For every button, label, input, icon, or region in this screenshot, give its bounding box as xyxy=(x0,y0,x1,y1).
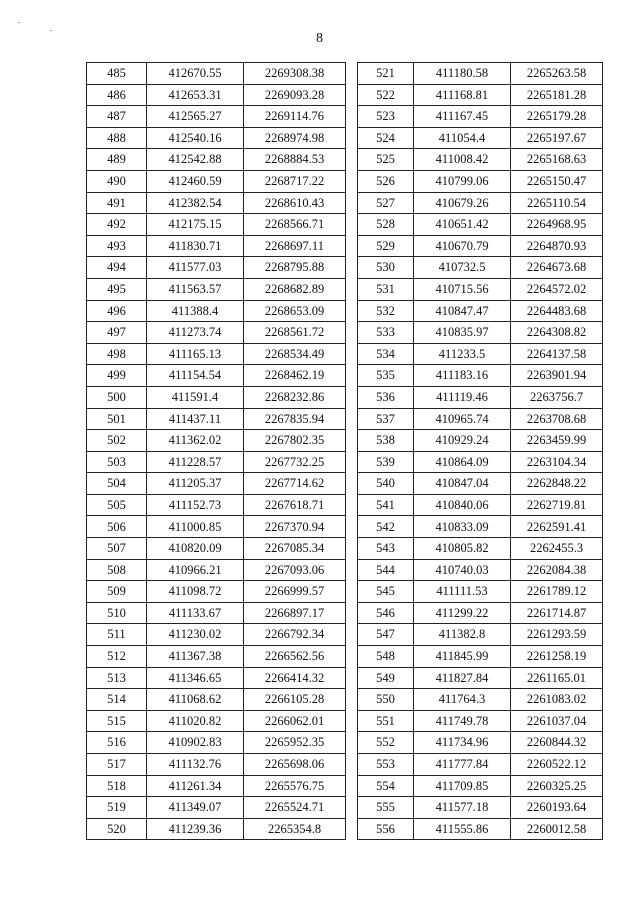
x-coordinate-cell: 410799.06 xyxy=(414,170,511,192)
x-coordinate-cell: 410902.83 xyxy=(147,732,244,754)
table-row xyxy=(87,278,346,300)
x-coordinate-cell: 412542.88 xyxy=(147,149,244,171)
point-number-cell: 525 xyxy=(358,149,414,171)
x-coordinate-cell: 411367.38 xyxy=(147,646,244,668)
y-coordinate-cell: 2266792.34 xyxy=(244,624,346,646)
x-coordinate-cell: 410715.56 xyxy=(414,278,511,300)
x-coordinate-cell: 411827.84 xyxy=(414,667,511,689)
x-coordinate-cell: 411362.02 xyxy=(147,430,244,452)
x-coordinate-cell: 411830.71 xyxy=(147,235,244,257)
x-coordinate-cell: 411233.5 xyxy=(414,343,511,365)
table-row xyxy=(87,516,346,538)
x-coordinate-cell: 410929.24 xyxy=(414,430,511,452)
x-coordinate-cell: 410732.5 xyxy=(414,257,511,279)
y-coordinate-cell: 2267093.06 xyxy=(244,559,346,581)
y-coordinate-cell: 2265698.06 xyxy=(244,754,346,776)
table-row xyxy=(358,473,603,495)
x-coordinate-cell: 410847.47 xyxy=(414,300,511,322)
x-coordinate-cell: 411180.58 xyxy=(414,63,511,85)
x-coordinate-cell: 410679.26 xyxy=(414,192,511,214)
y-coordinate-cell: 2268232.86 xyxy=(244,386,346,408)
point-number-cell: 508 xyxy=(87,559,147,581)
y-coordinate-cell: 2261258.19 xyxy=(511,646,603,668)
table-row xyxy=(358,386,603,408)
y-coordinate-cell: 2268795.88 xyxy=(244,257,346,279)
table-row xyxy=(87,343,346,365)
x-coordinate-cell: 411167.45 xyxy=(414,106,511,128)
y-coordinate-cell: 2263901.94 xyxy=(511,365,603,387)
y-coordinate-cell: 2267835.94 xyxy=(244,408,346,430)
point-number-cell: 541 xyxy=(358,494,414,516)
table-row xyxy=(87,386,346,408)
y-coordinate-cell: 2269308.38 xyxy=(244,63,346,85)
point-number-cell: 535 xyxy=(358,365,414,387)
x-coordinate-cell: 410864.09 xyxy=(414,451,511,473)
point-number-cell: 522 xyxy=(358,84,414,106)
x-coordinate-cell: 411020.82 xyxy=(147,710,244,732)
table-row xyxy=(87,602,346,624)
y-coordinate-cell: 2268697.11 xyxy=(244,235,346,257)
point-number-cell: 529 xyxy=(358,235,414,257)
table-row xyxy=(87,63,346,85)
point-number-cell: 500 xyxy=(87,386,147,408)
point-number-cell: 509 xyxy=(87,581,147,603)
point-number-cell: 553 xyxy=(358,754,414,776)
y-coordinate-cell: 2262848.22 xyxy=(511,473,603,495)
point-number-cell: 530 xyxy=(358,257,414,279)
y-coordinate-cell: 2261714.87 xyxy=(511,602,603,624)
point-number-cell: 488 xyxy=(87,127,147,149)
table-row xyxy=(87,818,346,840)
table-row xyxy=(358,602,603,624)
point-number-cell: 510 xyxy=(87,602,147,624)
x-coordinate-cell: 411734.96 xyxy=(414,732,511,754)
y-coordinate-cell: 2263104.34 xyxy=(511,451,603,473)
x-coordinate-cell: 411239.36 xyxy=(147,818,244,840)
point-number-cell: 555 xyxy=(358,797,414,819)
point-number-cell: 519 xyxy=(87,797,147,819)
x-coordinate-cell: 411764.3 xyxy=(414,689,511,711)
point-number-cell: 537 xyxy=(358,408,414,430)
point-number-cell: 527 xyxy=(358,192,414,214)
table-row xyxy=(358,732,603,754)
x-coordinate-cell: 410966.21 xyxy=(147,559,244,581)
point-number-cell: 546 xyxy=(358,602,414,624)
x-coordinate-cell: 410840.06 xyxy=(414,494,511,516)
y-coordinate-cell: 2269114.76 xyxy=(244,106,346,128)
x-coordinate-cell: 411349.07 xyxy=(147,797,244,819)
x-coordinate-cell: 410833.09 xyxy=(414,516,511,538)
y-coordinate-cell: 2262719.81 xyxy=(511,494,603,516)
table-row xyxy=(87,473,346,495)
y-coordinate-cell: 2268974.98 xyxy=(244,127,346,149)
y-coordinate-cell: 2262591.41 xyxy=(511,516,603,538)
point-number-cell: 504 xyxy=(87,473,147,495)
coordinates-table-left xyxy=(86,62,346,840)
table-row xyxy=(87,106,346,128)
x-coordinate-cell: 411054.4 xyxy=(414,127,511,149)
table-body xyxy=(87,63,346,840)
x-coordinate-cell: 411228.57 xyxy=(147,451,244,473)
point-number-cell: 549 xyxy=(358,667,414,689)
x-coordinate-cell: 411132.76 xyxy=(147,754,244,776)
x-coordinate-cell: 411230.02 xyxy=(147,624,244,646)
y-coordinate-cell: 2267732.25 xyxy=(244,451,346,473)
point-number-cell: 514 xyxy=(87,689,147,711)
table-row xyxy=(358,559,603,581)
point-number-cell: 503 xyxy=(87,451,147,473)
table-row xyxy=(87,322,346,344)
point-number-cell: 545 xyxy=(358,581,414,603)
point-number-cell: 540 xyxy=(358,473,414,495)
y-coordinate-cell: 2268884.53 xyxy=(244,149,346,171)
point-number-cell: 493 xyxy=(87,235,147,257)
x-coordinate-cell: 411299.22 xyxy=(414,602,511,624)
table-row xyxy=(358,581,603,603)
table-body xyxy=(358,63,603,840)
x-coordinate-cell: 410740.03 xyxy=(414,559,511,581)
scan-artifact xyxy=(50,30,52,31)
point-number-cell: 551 xyxy=(358,710,414,732)
scan-artifact xyxy=(18,22,20,23)
x-coordinate-cell: 412653.31 xyxy=(147,84,244,106)
x-coordinate-cell: 411709.85 xyxy=(414,775,511,797)
table-row xyxy=(358,646,603,668)
x-coordinate-cell: 412670.55 xyxy=(147,63,244,85)
point-number-cell: 544 xyxy=(358,559,414,581)
point-number-cell: 550 xyxy=(358,689,414,711)
y-coordinate-cell: 2266105.28 xyxy=(244,689,346,711)
y-coordinate-cell: 2264572.02 xyxy=(511,278,603,300)
x-coordinate-cell: 411111.53 xyxy=(414,581,511,603)
y-coordinate-cell: 2266414.32 xyxy=(244,667,346,689)
y-coordinate-cell: 2267618.71 xyxy=(244,494,346,516)
x-coordinate-cell: 412175.15 xyxy=(147,214,244,236)
table-row xyxy=(87,689,346,711)
x-coordinate-cell: 411388.4 xyxy=(147,300,244,322)
x-coordinate-cell: 411152.73 xyxy=(147,494,244,516)
point-number-cell: 497 xyxy=(87,322,147,344)
table-row xyxy=(358,667,603,689)
point-number-cell: 548 xyxy=(358,646,414,668)
x-coordinate-cell: 411777.84 xyxy=(414,754,511,776)
table-row xyxy=(87,235,346,257)
x-coordinate-cell: 412540.16 xyxy=(147,127,244,149)
x-coordinate-cell: 411437.11 xyxy=(147,408,244,430)
table-row xyxy=(87,710,346,732)
table-row xyxy=(87,754,346,776)
point-number-cell: 547 xyxy=(358,624,414,646)
x-coordinate-cell: 411555.86 xyxy=(414,818,511,840)
y-coordinate-cell: 2265524.71 xyxy=(244,797,346,819)
table-row xyxy=(358,214,603,236)
y-coordinate-cell: 2264968.95 xyxy=(511,214,603,236)
point-number-cell: 516 xyxy=(87,732,147,754)
x-coordinate-cell: 411068.62 xyxy=(147,689,244,711)
x-coordinate-cell: 411577.03 xyxy=(147,257,244,279)
y-coordinate-cell: 2263708.68 xyxy=(511,408,603,430)
point-number-cell: 520 xyxy=(87,818,147,840)
table-row xyxy=(87,667,346,689)
y-coordinate-cell: 2265168.63 xyxy=(511,149,603,171)
point-number-cell: 505 xyxy=(87,494,147,516)
table-row xyxy=(358,343,603,365)
table-row xyxy=(358,689,603,711)
point-number-cell: 486 xyxy=(87,84,147,106)
table-row xyxy=(358,408,603,430)
table-row xyxy=(87,84,346,106)
x-coordinate-cell: 411382.8 xyxy=(414,624,511,646)
point-number-cell: 491 xyxy=(87,192,147,214)
y-coordinate-cell: 2266999.57 xyxy=(244,581,346,603)
point-number-cell: 539 xyxy=(358,451,414,473)
y-coordinate-cell: 2265952.35 xyxy=(244,732,346,754)
y-coordinate-cell: 2268534.49 xyxy=(244,343,346,365)
table-row xyxy=(87,797,346,819)
y-coordinate-cell: 2268682.89 xyxy=(244,278,346,300)
y-coordinate-cell: 2260012.58 xyxy=(511,818,603,840)
table-row xyxy=(358,84,603,106)
point-number-cell: 515 xyxy=(87,710,147,732)
point-number-cell: 487 xyxy=(87,106,147,128)
x-coordinate-cell: 410847.04 xyxy=(414,473,511,495)
x-coordinate-cell: 411119.46 xyxy=(414,386,511,408)
x-coordinate-cell: 411165.13 xyxy=(147,343,244,365)
point-number-cell: 494 xyxy=(87,257,147,279)
x-coordinate-cell: 411183.16 xyxy=(414,365,511,387)
y-coordinate-cell: 2260325.25 xyxy=(511,775,603,797)
point-number-cell: 485 xyxy=(87,63,147,85)
y-coordinate-cell: 2264483.68 xyxy=(511,300,603,322)
point-number-cell: 524 xyxy=(358,127,414,149)
y-coordinate-cell: 2264673.68 xyxy=(511,257,603,279)
table-row xyxy=(358,516,603,538)
table-row xyxy=(87,494,346,516)
table-row xyxy=(87,192,346,214)
point-number-cell: 556 xyxy=(358,818,414,840)
point-number-cell: 513 xyxy=(87,667,147,689)
page-number: 8 xyxy=(316,31,323,46)
y-coordinate-cell: 2260522.12 xyxy=(511,754,603,776)
point-number-cell: 496 xyxy=(87,300,147,322)
point-number-cell: 531 xyxy=(358,278,414,300)
x-coordinate-cell: 412382.54 xyxy=(147,192,244,214)
point-number-cell: 498 xyxy=(87,343,147,365)
x-coordinate-cell: 411168.81 xyxy=(414,84,511,106)
table-row xyxy=(87,430,346,452)
point-number-cell: 526 xyxy=(358,170,414,192)
x-coordinate-cell: 410835.97 xyxy=(414,322,511,344)
y-coordinate-cell: 2266562.56 xyxy=(244,646,346,668)
x-coordinate-cell: 411845.99 xyxy=(414,646,511,668)
x-coordinate-cell: 411749.78 xyxy=(414,710,511,732)
point-number-cell: 502 xyxy=(87,430,147,452)
x-coordinate-cell: 411154.54 xyxy=(147,365,244,387)
y-coordinate-cell: 2266897.17 xyxy=(244,602,346,624)
y-coordinate-cell: 2268610.43 xyxy=(244,192,346,214)
x-coordinate-cell: 411008.42 xyxy=(414,149,511,171)
y-coordinate-cell: 2261293.59 xyxy=(511,624,603,646)
x-coordinate-cell: 411273.74 xyxy=(147,322,244,344)
table-row xyxy=(87,559,346,581)
y-coordinate-cell: 2261037.04 xyxy=(511,710,603,732)
table-row xyxy=(87,646,346,668)
table-row xyxy=(358,775,603,797)
y-coordinate-cell: 2268462.19 xyxy=(244,365,346,387)
table-row xyxy=(358,430,603,452)
x-coordinate-cell: 411591.4 xyxy=(147,386,244,408)
y-coordinate-cell: 2262455.3 xyxy=(511,538,603,560)
x-coordinate-cell: 411098.72 xyxy=(147,581,244,603)
table-row xyxy=(87,127,346,149)
y-coordinate-cell: 2264870.93 xyxy=(511,235,603,257)
point-number-cell: 492 xyxy=(87,214,147,236)
table-row xyxy=(87,775,346,797)
x-coordinate-cell: 411000.85 xyxy=(147,516,244,538)
point-number-cell: 538 xyxy=(358,430,414,452)
x-coordinate-cell: 410805.82 xyxy=(414,538,511,560)
y-coordinate-cell: 2265354.8 xyxy=(244,818,346,840)
table-row xyxy=(358,192,603,214)
point-number-cell: 506 xyxy=(87,516,147,538)
table-row xyxy=(87,214,346,236)
y-coordinate-cell: 2268653.09 xyxy=(244,300,346,322)
table-row xyxy=(358,235,603,257)
table-row xyxy=(358,797,603,819)
y-coordinate-cell: 2265263.58 xyxy=(511,63,603,85)
y-coordinate-cell: 2265576.75 xyxy=(244,775,346,797)
table-row xyxy=(87,257,346,279)
coordinates-table-right xyxy=(357,62,603,840)
table-row xyxy=(358,106,603,128)
x-coordinate-cell: 410651.42 xyxy=(414,214,511,236)
x-coordinate-cell: 410670.79 xyxy=(414,235,511,257)
y-coordinate-cell: 2268717.22 xyxy=(244,170,346,192)
point-number-cell: 523 xyxy=(358,106,414,128)
y-coordinate-cell: 2265181.28 xyxy=(511,84,603,106)
y-coordinate-cell: 2265197.67 xyxy=(511,127,603,149)
y-coordinate-cell: 2260844.32 xyxy=(511,732,603,754)
table-row xyxy=(358,127,603,149)
x-coordinate-cell: 412565.27 xyxy=(147,106,244,128)
table-row xyxy=(358,624,603,646)
table-row xyxy=(87,451,346,473)
y-coordinate-cell: 2260193.64 xyxy=(511,797,603,819)
y-coordinate-cell: 2268566.71 xyxy=(244,214,346,236)
y-coordinate-cell: 2267802.35 xyxy=(244,430,346,452)
point-number-cell: 543 xyxy=(358,538,414,560)
table-row xyxy=(87,581,346,603)
x-coordinate-cell: 411577.18 xyxy=(414,797,511,819)
point-number-cell: 499 xyxy=(87,365,147,387)
table-row xyxy=(358,365,603,387)
y-coordinate-cell: 2264137.58 xyxy=(511,343,603,365)
x-coordinate-cell: 411261.34 xyxy=(147,775,244,797)
point-number-cell: 528 xyxy=(358,214,414,236)
point-number-cell: 554 xyxy=(358,775,414,797)
table-row xyxy=(358,754,603,776)
table-row xyxy=(87,538,346,560)
y-coordinate-cell: 2263756.7 xyxy=(511,386,603,408)
y-coordinate-cell: 2267370.94 xyxy=(244,516,346,538)
point-number-cell: 533 xyxy=(358,322,414,344)
y-coordinate-cell: 2265110.54 xyxy=(511,192,603,214)
point-number-cell: 489 xyxy=(87,149,147,171)
point-number-cell: 512 xyxy=(87,646,147,668)
point-number-cell: 552 xyxy=(358,732,414,754)
y-coordinate-cell: 2265179.28 xyxy=(511,106,603,128)
table-row xyxy=(358,818,603,840)
point-number-cell: 518 xyxy=(87,775,147,797)
table-row xyxy=(87,149,346,171)
x-coordinate-cell: 410820.09 xyxy=(147,538,244,560)
y-coordinate-cell: 2268561.72 xyxy=(244,322,346,344)
table-row xyxy=(358,170,603,192)
y-coordinate-cell: 2267085.34 xyxy=(244,538,346,560)
point-number-cell: 532 xyxy=(358,300,414,322)
x-coordinate-cell: 411133.67 xyxy=(147,602,244,624)
point-number-cell: 501 xyxy=(87,408,147,430)
y-coordinate-cell: 2265150.47 xyxy=(511,170,603,192)
point-number-cell: 511 xyxy=(87,624,147,646)
table-row xyxy=(358,322,603,344)
x-coordinate-cell: 411563.57 xyxy=(147,278,244,300)
table-row xyxy=(358,257,603,279)
table-row xyxy=(87,170,346,192)
y-coordinate-cell: 2263459.99 xyxy=(511,430,603,452)
table-row xyxy=(87,365,346,387)
table-row xyxy=(358,538,603,560)
point-number-cell: 495 xyxy=(87,278,147,300)
table-row xyxy=(358,710,603,732)
y-coordinate-cell: 2267714.62 xyxy=(244,473,346,495)
point-number-cell: 542 xyxy=(358,516,414,538)
point-number-cell: 490 xyxy=(87,170,147,192)
x-coordinate-cell: 412460.59 xyxy=(147,170,244,192)
point-number-cell: 534 xyxy=(358,343,414,365)
table-row xyxy=(358,300,603,322)
point-number-cell: 517 xyxy=(87,754,147,776)
table-row xyxy=(87,624,346,646)
point-number-cell: 521 xyxy=(358,63,414,85)
x-coordinate-cell: 411346.65 xyxy=(147,667,244,689)
table-row xyxy=(358,63,603,85)
table-row xyxy=(87,732,346,754)
x-coordinate-cell: 411205.37 xyxy=(147,473,244,495)
y-coordinate-cell: 2261083.02 xyxy=(511,689,603,711)
y-coordinate-cell: 2261789.12 xyxy=(511,581,603,603)
y-coordinate-cell: 2262084.38 xyxy=(511,559,603,581)
y-coordinate-cell: 2261165.01 xyxy=(511,667,603,689)
table-row xyxy=(358,451,603,473)
y-coordinate-cell: 2269093.28 xyxy=(244,84,346,106)
y-coordinate-cell: 2264308.82 xyxy=(511,322,603,344)
table-row xyxy=(87,300,346,322)
y-coordinate-cell: 2266062.01 xyxy=(244,710,346,732)
table-row xyxy=(358,278,603,300)
table-row xyxy=(358,149,603,171)
point-number-cell: 507 xyxy=(87,538,147,560)
table-row xyxy=(87,408,346,430)
point-number-cell: 536 xyxy=(358,386,414,408)
x-coordinate-cell: 410965.74 xyxy=(414,408,511,430)
table-row xyxy=(358,494,603,516)
